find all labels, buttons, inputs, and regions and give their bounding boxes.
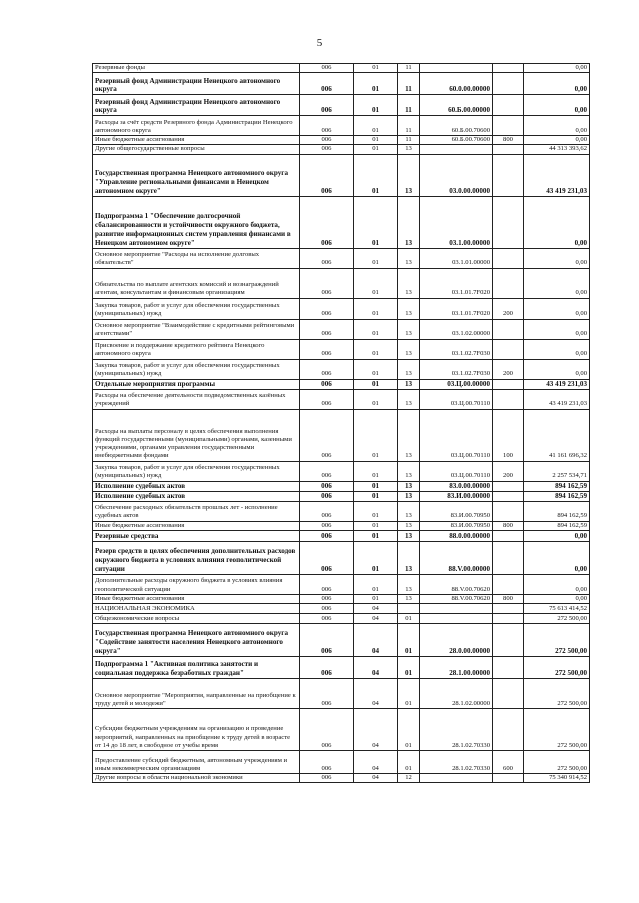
row-name: Обеспечение расходных обязательств прошлых лет - исполнение судебных актов [93, 501, 300, 521]
target-article-code: 60.0.00.00000 [420, 73, 493, 95]
ministry-code: 006 [300, 751, 354, 774]
section-code: 01 [354, 154, 398, 196]
expense-type-code [493, 95, 524, 116]
subsection-code: 13 [398, 145, 420, 154]
table-row [93, 594, 590, 603]
amount: 75 340 914,52 [524, 774, 590, 783]
row-name: Отдельные мероприятия программы [93, 379, 300, 389]
expense-type-code [493, 116, 524, 136]
target-article-code: 03.1.00.00000 [420, 196, 493, 248]
expense-type-code [493, 145, 524, 154]
ministry-code: 006 [300, 624, 354, 657]
row-name: Расходы за счёт средств Резервного фонда Администрации Ненецкого автономного округа [93, 116, 300, 136]
target-article-code: 03.0.00.00000 [420, 154, 493, 196]
target-article-code [420, 604, 493, 614]
subsection-code: 11 [398, 136, 420, 145]
subsection-code: 01 [398, 657, 420, 679]
amount: 0,00 [524, 116, 590, 136]
table-row [93, 389, 590, 409]
subsection-code: 01 [398, 614, 420, 624]
ministry-code: 006 [300, 604, 354, 614]
expense-type-code: 800 [493, 594, 524, 603]
row-name: Основное мероприятие "Взаимодействие с кредитными рейтинговыми агентствами" [93, 319, 300, 339]
table-row [93, 541, 590, 574]
row-name: Иные бюджетные ассигнования [93, 136, 300, 145]
ministry-code: 006 [300, 614, 354, 624]
target-article-code: 83.И.00.70950 [420, 521, 493, 530]
ministry-code: 006 [300, 268, 354, 298]
budget-table [92, 63, 590, 783]
amount: 272 500,00 [524, 679, 590, 709]
row-name: Дополнительные расходы окружного бюджета в условиях влияния геополитической ситуации [93, 574, 300, 594]
table-row [93, 679, 590, 709]
amount: 43 419 231,03 [524, 154, 590, 196]
subsection-code: 13 [398, 481, 420, 491]
section-code: 01 [354, 73, 398, 95]
section-code: 01 [354, 136, 398, 145]
subsection-code: 13 [398, 530, 420, 541]
table-row [93, 339, 590, 359]
table-row [93, 530, 590, 541]
subsection-code: 13 [398, 521, 420, 530]
target-article-code: 03.Ц.00.70110 [420, 389, 493, 409]
table-row [93, 154, 590, 196]
section-code: 04 [354, 657, 398, 679]
amount: 272 500,00 [524, 657, 590, 679]
expense-type-code: 200 [493, 461, 524, 481]
amount: 0,00 [524, 574, 590, 594]
table-row [93, 268, 590, 298]
row-name: Обязательства по выплате агентских комиссий и вознаграждений агентам, консультантам и финансовым организациям [93, 268, 300, 298]
subsection-code [398, 604, 420, 614]
subsection-code: 13 [398, 298, 420, 319]
subsection-code: 13 [398, 196, 420, 248]
amount: 0,00 [524, 196, 590, 248]
target-article-code: 60.Б.00.00000 [420, 95, 493, 116]
subsection-code: 13 [398, 319, 420, 339]
table-row [93, 145, 590, 154]
amount: 0,00 [524, 359, 590, 379]
target-article-code: 28.1.02.00000 [420, 679, 493, 709]
row-name: Расходы на выплаты персоналу в целях обеспечения выполнения функций государственными (муниципальными) органами, казенными учреждениями, органами управления государственными внебюджетными фондами [93, 409, 300, 461]
subsection-code: 13 [398, 268, 420, 298]
ministry-code: 006 [300, 541, 354, 574]
section-code: 01 [354, 461, 398, 481]
amount: 0,00 [524, 541, 590, 574]
target-article-code [420, 145, 493, 154]
section-code: 01 [354, 196, 398, 248]
row-name: Исполнение судебных актов [93, 481, 300, 491]
expense-type-code [493, 73, 524, 95]
amount: 272 500,00 [524, 751, 590, 774]
ministry-code: 006 [300, 491, 354, 501]
row-name: Государственная программа Ненецкого автономного округа "Содействие занятости населения Ненецкого автономного округа" [93, 624, 300, 657]
subsection-code: 01 [398, 751, 420, 774]
row-name: Расходы на обеспечение деятельности подведомственных казённых учреждений [93, 389, 300, 409]
table-row [93, 196, 590, 248]
ministry-code: 006 [300, 359, 354, 379]
ministry-code: 006 [300, 298, 354, 319]
row-name: Подпрограмма 1 "Активная политика занятости и социальная поддержка безработных граждан" [93, 657, 300, 679]
table-row [93, 248, 590, 268]
subsection-code: 13 [398, 409, 420, 461]
section-code: 01 [354, 95, 398, 116]
section-code: 04 [354, 604, 398, 614]
amount: 894 162,59 [524, 491, 590, 501]
amount: 272 500,00 [524, 709, 590, 751]
expense-type-code [493, 389, 524, 409]
table-row [93, 319, 590, 339]
ministry-code: 006 [300, 319, 354, 339]
expense-type-code [493, 501, 524, 521]
amount: 272 500,00 [524, 614, 590, 624]
amount: 2 257 534,71 [524, 461, 590, 481]
section-code: 04 [354, 614, 398, 624]
section-code: 04 [354, 751, 398, 774]
subsection-code: 11 [398, 116, 420, 136]
table-row [93, 95, 590, 116]
amount: 0,00 [524, 64, 590, 73]
table-row [93, 574, 590, 594]
expense-type-code: 800 [493, 136, 524, 145]
ministry-code: 006 [300, 709, 354, 751]
section-code: 01 [354, 409, 398, 461]
table-row [93, 491, 590, 501]
expense-type-code [493, 268, 524, 298]
amount: 43 419 231,03 [524, 379, 590, 389]
table-row [93, 751, 590, 774]
expense-type-code [493, 481, 524, 491]
row-name: Субсидии бюджетным учреждениям на организацию и проведение мероприятий, направленных на приобщение к труду детей в возрасте от 14 до 18 лет, в свободное от учебы время [93, 709, 300, 751]
section-code: 01 [354, 116, 398, 136]
section-code: 04 [354, 624, 398, 657]
ministry-code: 006 [300, 379, 354, 389]
target-article-code: 03.1.01.7F020 [420, 298, 493, 319]
expense-type-code [493, 774, 524, 783]
table-row [93, 298, 590, 319]
row-name: Другие вопросы в области национальной экономики [93, 774, 300, 783]
section-code: 01 [354, 491, 398, 501]
expense-type-code [493, 624, 524, 657]
row-name: Предоставление субсидий бюджетным, автономным учреждениям и иным некоммерческим организациям [93, 751, 300, 774]
target-article-code: 60.Б.00.70600 [420, 116, 493, 136]
target-article-code: 28.1.00.00000 [420, 657, 493, 679]
table-row [93, 73, 590, 95]
target-article-code: 03.1.01.00000 [420, 248, 493, 268]
table-row [93, 359, 590, 379]
table-row [93, 379, 590, 389]
subsection-code: 13 [398, 339, 420, 359]
amount: 0,00 [524, 95, 590, 116]
subsection-code: 11 [398, 73, 420, 95]
ministry-code: 006 [300, 64, 354, 73]
ministry-code: 006 [300, 248, 354, 268]
target-article-code: 03.Ц.00.70110 [420, 409, 493, 461]
expense-type-code [493, 530, 524, 541]
expense-type-code [493, 614, 524, 624]
target-article-code: 60.Б.00.70600 [420, 136, 493, 145]
page-number: 5 [316, 37, 323, 49]
section-code: 01 [354, 574, 398, 594]
section-code: 01 [354, 319, 398, 339]
row-name: Закупка товаров, работ и услуг для обеспечения государственных (муниципальных) нужд [93, 359, 300, 379]
expense-type-code [493, 339, 524, 359]
section-code: 01 [354, 501, 398, 521]
table-row [93, 614, 590, 624]
table-row [93, 461, 590, 481]
amount: 44 313 393,62 [524, 145, 590, 154]
target-article-code: 28.1.02.70330 [420, 709, 493, 751]
target-article-code: 88.V.00.70620 [420, 574, 493, 594]
table-row [93, 657, 590, 679]
section-code: 01 [354, 530, 398, 541]
table-row [93, 481, 590, 491]
expense-type-code [493, 657, 524, 679]
row-name: Резерв средств в целях обеспечения дополнительных расходов окружного бюджета в условиях влияния геополитической ситуации [93, 541, 300, 574]
expense-type-code [493, 709, 524, 751]
subsection-code: 13 [398, 541, 420, 574]
budget-table-body [93, 64, 590, 783]
expense-type-code [493, 64, 524, 73]
section-code: 01 [354, 268, 398, 298]
subsection-code: 01 [398, 624, 420, 657]
amount: 894 162,59 [524, 501, 590, 521]
ministry-code: 006 [300, 530, 354, 541]
subsection-code: 13 [398, 379, 420, 389]
table-row [93, 64, 590, 73]
row-name: Иные бюджетные ассигнования [93, 594, 300, 603]
ministry-code: 006 [300, 679, 354, 709]
target-article-code: 03.Ц.00.00000 [420, 379, 493, 389]
target-article-code: 88.0.00.00000 [420, 530, 493, 541]
row-name: Основное мероприятие "Расходы на исполнение долговых обязательств" [93, 248, 300, 268]
target-article-code [420, 64, 493, 73]
table-row [93, 624, 590, 657]
row-name: Закупка товаров, работ и услуг для обеспечения государственных (муниципальных) нужд [93, 298, 300, 319]
target-article-code [420, 774, 493, 783]
amount: 0,00 [524, 136, 590, 145]
ministry-code: 006 [300, 657, 354, 679]
expense-type-code [493, 196, 524, 248]
table-row [93, 136, 590, 145]
amount: 0,00 [524, 268, 590, 298]
table-row [93, 116, 590, 136]
section-code: 01 [354, 145, 398, 154]
amount: 0,00 [524, 73, 590, 95]
subsection-code: 13 [398, 574, 420, 594]
expense-type-code [493, 491, 524, 501]
amount: 43 419 231,03 [524, 389, 590, 409]
subsection-code: 13 [398, 594, 420, 603]
ministry-code: 006 [300, 116, 354, 136]
target-article-code: 83.И.00.70950 [420, 501, 493, 521]
amount: 0,00 [524, 530, 590, 541]
subsection-code: 13 [398, 491, 420, 501]
ministry-code: 006 [300, 145, 354, 154]
expense-type-code [493, 541, 524, 574]
row-name: Основное мероприятие "Мероприятия, направленные на приобщение к труду детей и молодежи" [93, 679, 300, 709]
target-article-code: 88.V.00.70620 [420, 594, 493, 603]
row-name: Резервные средства [93, 530, 300, 541]
ministry-code: 006 [300, 501, 354, 521]
expense-type-code [493, 319, 524, 339]
row-name: Закупка товаров, работ и услуг для обеспечения государственных (муниципальных) нужд [93, 461, 300, 481]
ministry-code: 006 [300, 339, 354, 359]
section-code: 04 [354, 774, 398, 783]
target-article-code: 03.1.02.7F030 [420, 339, 493, 359]
section-code: 01 [354, 481, 398, 491]
ministry-code: 006 [300, 154, 354, 196]
expense-type-code: 600 [493, 751, 524, 774]
section-code: 01 [354, 389, 398, 409]
target-article-code: 28.1.02.70330 [420, 751, 493, 774]
ministry-code: 006 [300, 389, 354, 409]
amount: 75 613 414,52 [524, 604, 590, 614]
amount: 0,00 [524, 319, 590, 339]
ministry-code: 006 [300, 73, 354, 95]
row-name: Подпрограмма 1 "Обеспечение долгосрочной сбалансированности и устойчивости окружного бюджета, развитие информационных систем управления финансами в Ненецком автономном округе" [93, 196, 300, 248]
ministry-code: 006 [300, 196, 354, 248]
row-name: Иные бюджетные ассигнования [93, 521, 300, 530]
ministry-code: 006 [300, 136, 354, 145]
row-name: Исполнение судебных актов [93, 491, 300, 501]
table-row [93, 409, 590, 461]
target-article-code: 03.1.02.7F030 [420, 359, 493, 379]
expense-type-code: 800 [493, 521, 524, 530]
table-row [93, 709, 590, 751]
expense-type-code: 200 [493, 359, 524, 379]
subsection-code: 13 [398, 359, 420, 379]
amount: 894 162,59 [524, 481, 590, 491]
target-article-code [420, 614, 493, 624]
subsection-code: 13 [398, 248, 420, 268]
section-code: 01 [354, 339, 398, 359]
expense-type-code: 200 [493, 298, 524, 319]
subsection-code: 13 [398, 461, 420, 481]
row-name: Резервный фонд Администрации Ненецкого автономного округа [93, 95, 300, 116]
table-row [93, 774, 590, 783]
row-name: Другие общегосударственные вопросы [93, 145, 300, 154]
expense-type-code [493, 679, 524, 709]
amount: 0,00 [524, 298, 590, 319]
expense-type-code [493, 248, 524, 268]
ministry-code: 006 [300, 594, 354, 603]
expense-type-code: 100 [493, 409, 524, 461]
section-code: 01 [354, 298, 398, 319]
subsection-code: 01 [398, 709, 420, 751]
section-code: 01 [354, 64, 398, 73]
section-code: 04 [354, 679, 398, 709]
expense-type-code [493, 604, 524, 614]
target-article-code: 03.Ц.00.70110 [420, 461, 493, 481]
target-article-code: 83.0.00.00000 [420, 481, 493, 491]
table-row [93, 521, 590, 530]
target-article-code: 83.И.00.00000 [420, 491, 493, 501]
section-code: 01 [354, 541, 398, 574]
section-code: 01 [354, 248, 398, 268]
amount: 0,00 [524, 594, 590, 603]
ministry-code: 006 [300, 521, 354, 530]
subsection-code: 13 [398, 154, 420, 196]
subsection-code: 13 [398, 389, 420, 409]
target-article-code: 88.V.00.00000 [420, 541, 493, 574]
row-name: Общеэкономические вопросы [93, 614, 300, 624]
target-article-code: 28.0.00.00000 [420, 624, 493, 657]
target-article-code: 03.1.02.00000 [420, 319, 493, 339]
amount: 894 162,59 [524, 521, 590, 530]
ministry-code: 006 [300, 461, 354, 481]
row-name: Присвоение и поддержание кредитного рейтинга Ненецкого автономного округа [93, 339, 300, 359]
amount: 0,00 [524, 339, 590, 359]
target-article-code: 03.1.01.7F020 [420, 268, 493, 298]
ministry-code: 006 [300, 409, 354, 461]
expense-type-code [493, 574, 524, 594]
amount: 41 161 696,32 [524, 409, 590, 461]
row-name: Государственная программа Ненецкого автономного округа "Управление региональными финансами в Ненецком автономном округе" [93, 154, 300, 196]
row-name: Резервные фонды [93, 64, 300, 73]
section-code: 04 [354, 709, 398, 751]
subsection-code: 11 [398, 64, 420, 73]
ministry-code: 006 [300, 481, 354, 491]
ministry-code: 006 [300, 774, 354, 783]
amount: 272 500,00 [524, 624, 590, 657]
table-row [93, 501, 590, 521]
row-name: НАЦИОНАЛЬНАЯ ЭКОНОМИКА [93, 604, 300, 614]
table-row [93, 604, 590, 614]
row-name: Резервный фонд Администрации Ненецкого автономного округа [93, 73, 300, 95]
section-code: 01 [354, 379, 398, 389]
section-code: 01 [354, 594, 398, 603]
subsection-code: 13 [398, 501, 420, 521]
section-code: 01 [354, 359, 398, 379]
expense-type-code [493, 379, 524, 389]
subsection-code: 01 [398, 679, 420, 709]
section-code: 01 [354, 521, 398, 530]
ministry-code: 006 [300, 95, 354, 116]
subsection-code: 12 [398, 774, 420, 783]
expense-type-code [493, 154, 524, 196]
subsection-code: 11 [398, 95, 420, 116]
amount: 0,00 [524, 248, 590, 268]
ministry-code: 006 [300, 574, 354, 594]
